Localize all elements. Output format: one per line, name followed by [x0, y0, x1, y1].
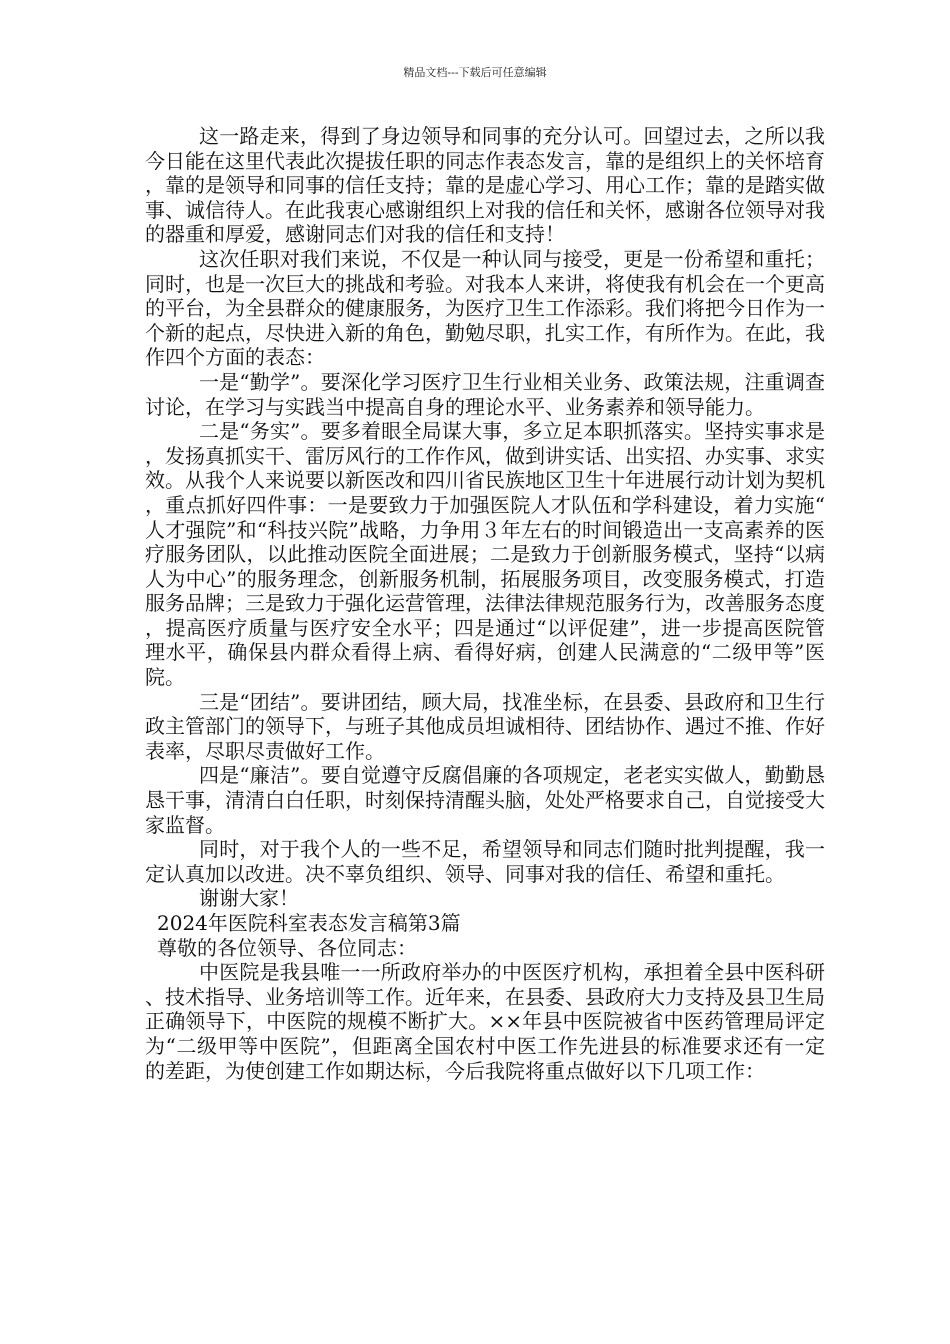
paragraph-integrity: 四是“廉洁”。要自觉遵守反腐倡廉的各项规定，老老实实做人，勤勤恳恳干事，清清白白任职，时刻保持清醒头脑，处处严格要求自己，自觉接受大家监督。 [145, 763, 825, 837]
paragraph-study: 一是“勤学”。要深化学习医疗卫生行业相关业务、政策法规，注重调查讨论，在学习与实践当中提高自身的理论水平、业务素养和领导能力。 [145, 369, 825, 419]
paragraph-appointment: 这次任职对我们来说，不仅是一种认同与接受，更是一份希望和重托；同时，也是一次巨大的挑战和考验。对我本人来讲，将使我有机会在一个更高的平台，为全县群众的健康服务，为医疗卫生工作添彩。我们将把今日作为一个新的起点，尽快进入新的角色，勤勉尽职，扎实工作，有所作为。在此，我作四个方面的表态： [145, 246, 825, 370]
salutation: 尊敬的各位领导、各位同志： [157, 935, 417, 960]
paragraph-shortcomings: 同时，对于我个人的一些不足，希望领导和同志们随时批判提醒，我一定认真加以改进。决不辜负组织、领导、同事对我的信任、希望和重托。 [145, 837, 825, 886]
paragraph-thanks: 谢谢大家！ [199, 886, 299, 911]
page-header: 精品文档---下载后可任意编辑 [403, 66, 547, 79]
section-title: 2024年医院科室表态发言稿第3篇 [157, 911, 461, 935]
paragraph-gratitude: 这一路走来，得到了身边领导和同事的充分认可。回望过去，之所以我今日能在这里代表此次提拔任职的同志作表态发言，靠的是组织上的关怀培育，靠的是领导和同事的信任支持；靠的是虚心学习、用心工作；靠的是踏实做事、诚信待人。在此我衷心感谢组织上对我的信任和关怀，感谢各位领导对我的器重和厚爱，感谢同志们对我的信任和支持！ [145, 124, 825, 247]
paragraph-pragmatic: 二是“务实”。要多着眼全局谋大事，多立足本职抓落实。坚持实事求是，发扬真抓实干、雷厉风行的工作作风，做到讲实话、出实招、办实事、求实效。从我个人来说要以新医改和四川省民族地区卫生十年进展行动计划为契机，重点抓好四件事：一是要致力于加强医院人才队伍和学科建设，着力实施“人才强院”和“科技兴院”战略，力争用３年左右的时间锻造出一支高素养的医疗服务团队，以此推动医院全面进展；二是致力于创新服务模式，坚持“以病人为中心”的服务理念，创新服务机制，拓展服务项目，改变服务模式，打造服务品牌；三是致力于强化运营管理，法律法律规范服务行为，改善服务态度，提高医疗质量与医疗安全水平；四是通过“以评促建”，进一步提高医院管理水平，确保县内群众看得上病、看得好病，创建人民满意的“二级甲等”医院。 [145, 419, 825, 690]
paragraph-hospital-intro: 中医院是我县唯一一所政府举办的中医医疗机构，承担着全县中医科研、技术指导、业务培训等工作。近年来，在县委、县政府大力支持及县卫生局正确领导下，中医院的规模不断扩大。××年县中医院被省中医药管理局评定为“二级甲等中医院”，但距离全国农村中医工作先进县的标准要求还有一定的差距，为使创建工作如期达标，今后我院将重点做好以下几项工作： [145, 960, 825, 1083]
paragraph-unity: 三是“团结”。要讲团结，顾大局，找准坐标，在县委、县政府和卫生行政主管部门的领导下，与班子其他成员坦诚相待、团结协作、遇过不推、作好表率，尽职尽责做好工作。 [145, 689, 825, 763]
document-body [145, 124, 825, 1083]
